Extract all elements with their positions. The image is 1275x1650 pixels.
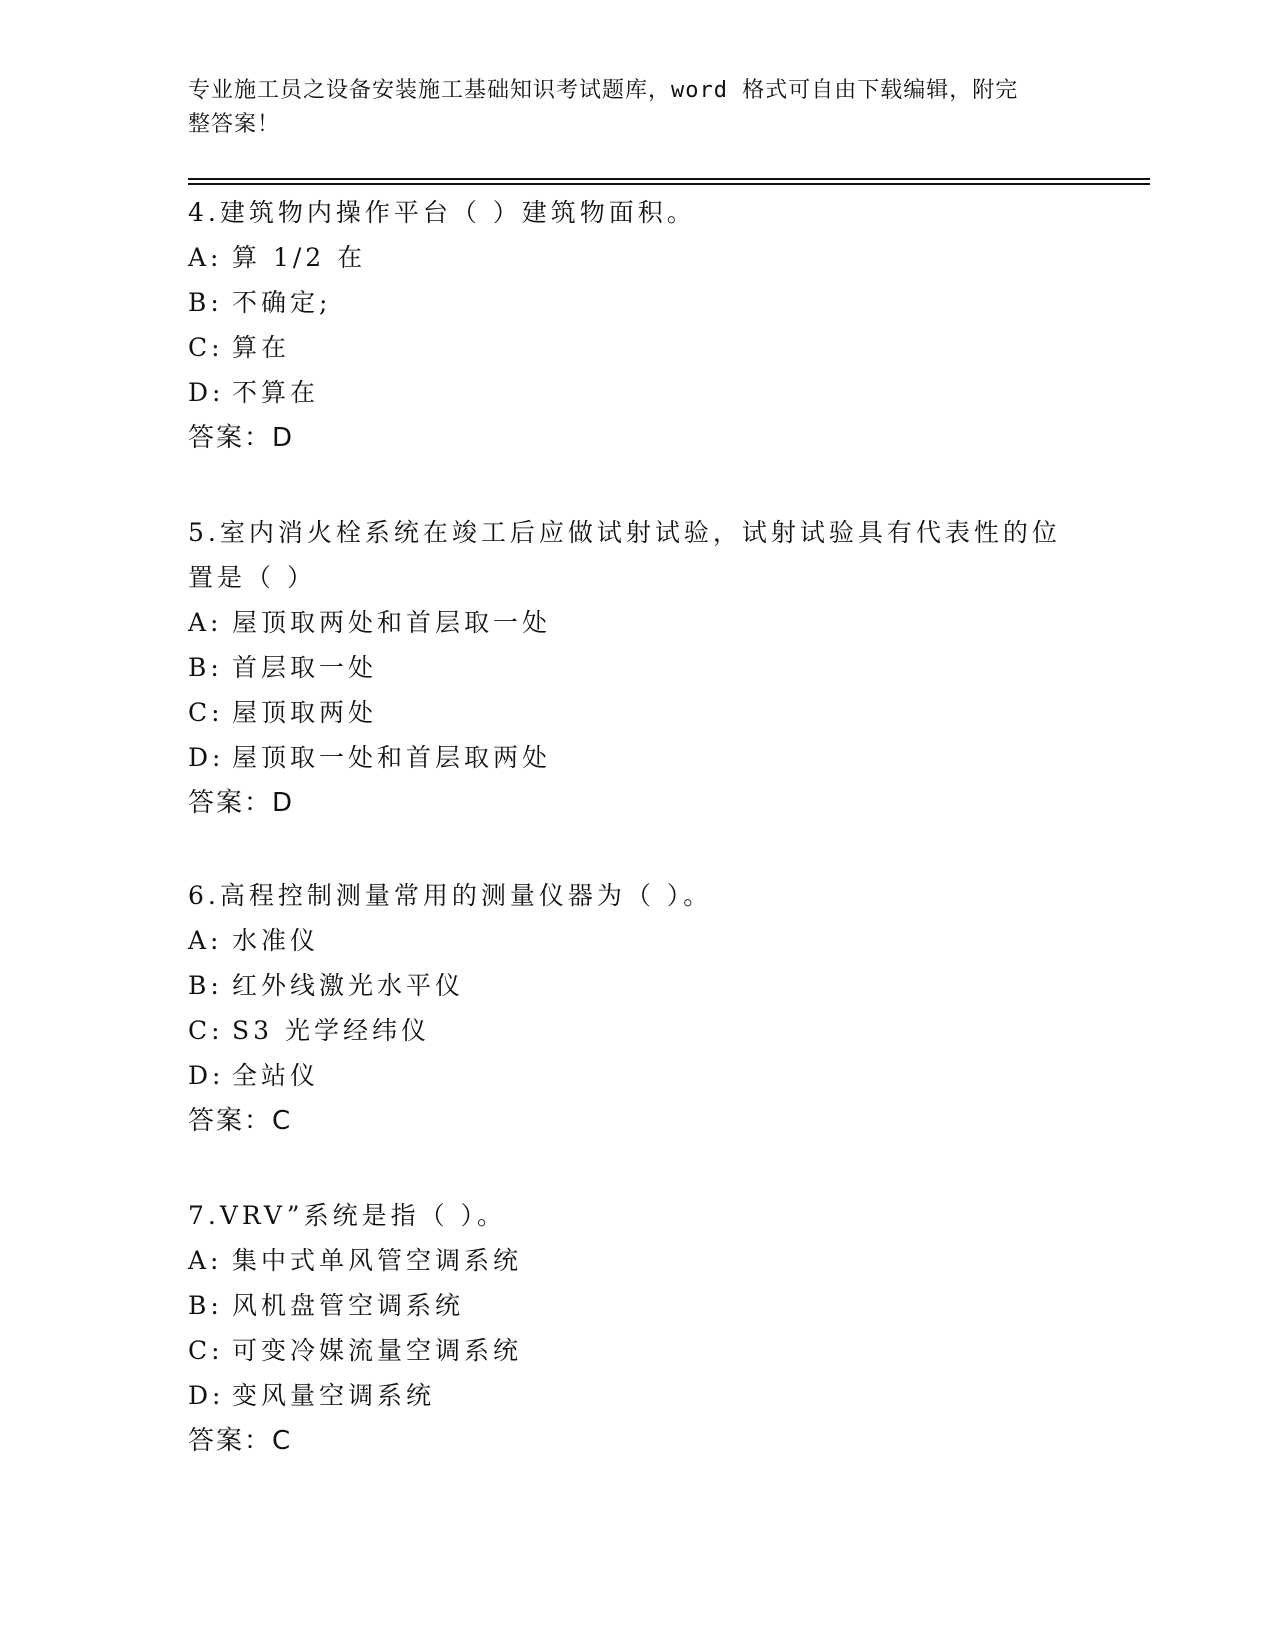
- option-letter: C:: [188, 1336, 224, 1365]
- option-b: [188, 280, 1088, 325]
- option-letter: B:: [188, 288, 223, 317]
- question-text: 7.VRV”系统是指（ ）。: [188, 1201, 507, 1230]
- option-a: [188, 1238, 1088, 1283]
- question-5: [188, 510, 1088, 827]
- question-4: [188, 190, 1088, 462]
- option-text: 变风量空调系统: [232, 1381, 436, 1410]
- option-b: [188, 645, 1088, 690]
- option-d: [188, 370, 1088, 415]
- option-d: [188, 735, 1088, 780]
- option-letter: A:: [188, 243, 223, 272]
- option-d: [188, 1373, 1088, 1418]
- option-letter: B:: [188, 971, 223, 1000]
- header-line-2: 整答案！: [188, 112, 281, 137]
- option-c: [188, 1328, 1088, 1373]
- option-a: [188, 235, 1088, 280]
- question-6: [188, 873, 1088, 1145]
- option-text: 屋顶取一处和首层取两处: [232, 743, 552, 772]
- option-letter: A:: [188, 608, 223, 637]
- option-letter: D:: [188, 743, 225, 772]
- answer-line: 答案：D: [188, 788, 295, 818]
- option-text: 算 1/2 在: [232, 243, 367, 272]
- option-letter: A:: [188, 926, 223, 955]
- option-letter: D:: [188, 1381, 225, 1410]
- option-c: [188, 690, 1088, 735]
- option-letter: C:: [188, 698, 224, 727]
- option-text: 风机盘管空调系统: [232, 1291, 465, 1320]
- question-text: 4.建筑物内操作平台（ ）建筑物面积。: [188, 198, 696, 227]
- option-text: 水准仪: [232, 926, 320, 955]
- option-text: 全站仪: [232, 1061, 320, 1090]
- option-text: 屋顶取两处: [232, 698, 378, 727]
- option-letter: B:: [188, 653, 223, 682]
- question-text: 5.室内消火栓系统在竣工后应做试射试验，试射试验具有代表性的位置是（ ）: [188, 518, 1061, 592]
- option-text: 可变冷媒流量空调系统: [232, 1336, 523, 1365]
- option-a: [188, 918, 1088, 963]
- answer-line: 答案：C: [188, 1106, 293, 1136]
- option-b: [188, 1283, 1088, 1328]
- option-c: [188, 325, 1088, 370]
- header-divider-top: [188, 178, 1150, 180]
- header-divider-bottom: [188, 183, 1150, 185]
- header-line-1: 专业施工员之设备安装施工基础知识考试题库，word 格式可自由下载编辑，附完: [188, 78, 1019, 103]
- option-letter: D:: [188, 1061, 225, 1090]
- option-d: [188, 1053, 1088, 1098]
- question-7: [188, 1193, 1088, 1465]
- option-text: 红外线激光水平仪: [232, 971, 465, 1000]
- option-letter: C:: [188, 1016, 224, 1045]
- option-letter: D:: [188, 378, 225, 407]
- answer-line: 答案：D: [188, 423, 295, 453]
- option-letter: B:: [188, 1291, 223, 1320]
- option-text: S3 光学经纬仪: [232, 1016, 430, 1045]
- option-a: [188, 600, 1088, 645]
- option-text: 算在: [232, 333, 291, 362]
- option-letter: A:: [188, 1246, 223, 1275]
- option-text: 首层取一处: [232, 653, 378, 682]
- option-letter: C:: [188, 333, 224, 362]
- option-text: 不算在: [232, 378, 320, 407]
- document-header: [188, 74, 1068, 142]
- option-c: [188, 1008, 1088, 1053]
- answer-line: 答案：C: [188, 1426, 293, 1456]
- option-text: 集中式单风管空调系统: [232, 1246, 523, 1275]
- option-b: [188, 963, 1088, 1008]
- option-text: 屋顶取两处和首层取一处: [232, 608, 552, 637]
- option-text: 不确定;: [232, 288, 332, 317]
- question-text: 6.高程控制测量常用的测量仪器为（ ）。: [188, 881, 713, 910]
